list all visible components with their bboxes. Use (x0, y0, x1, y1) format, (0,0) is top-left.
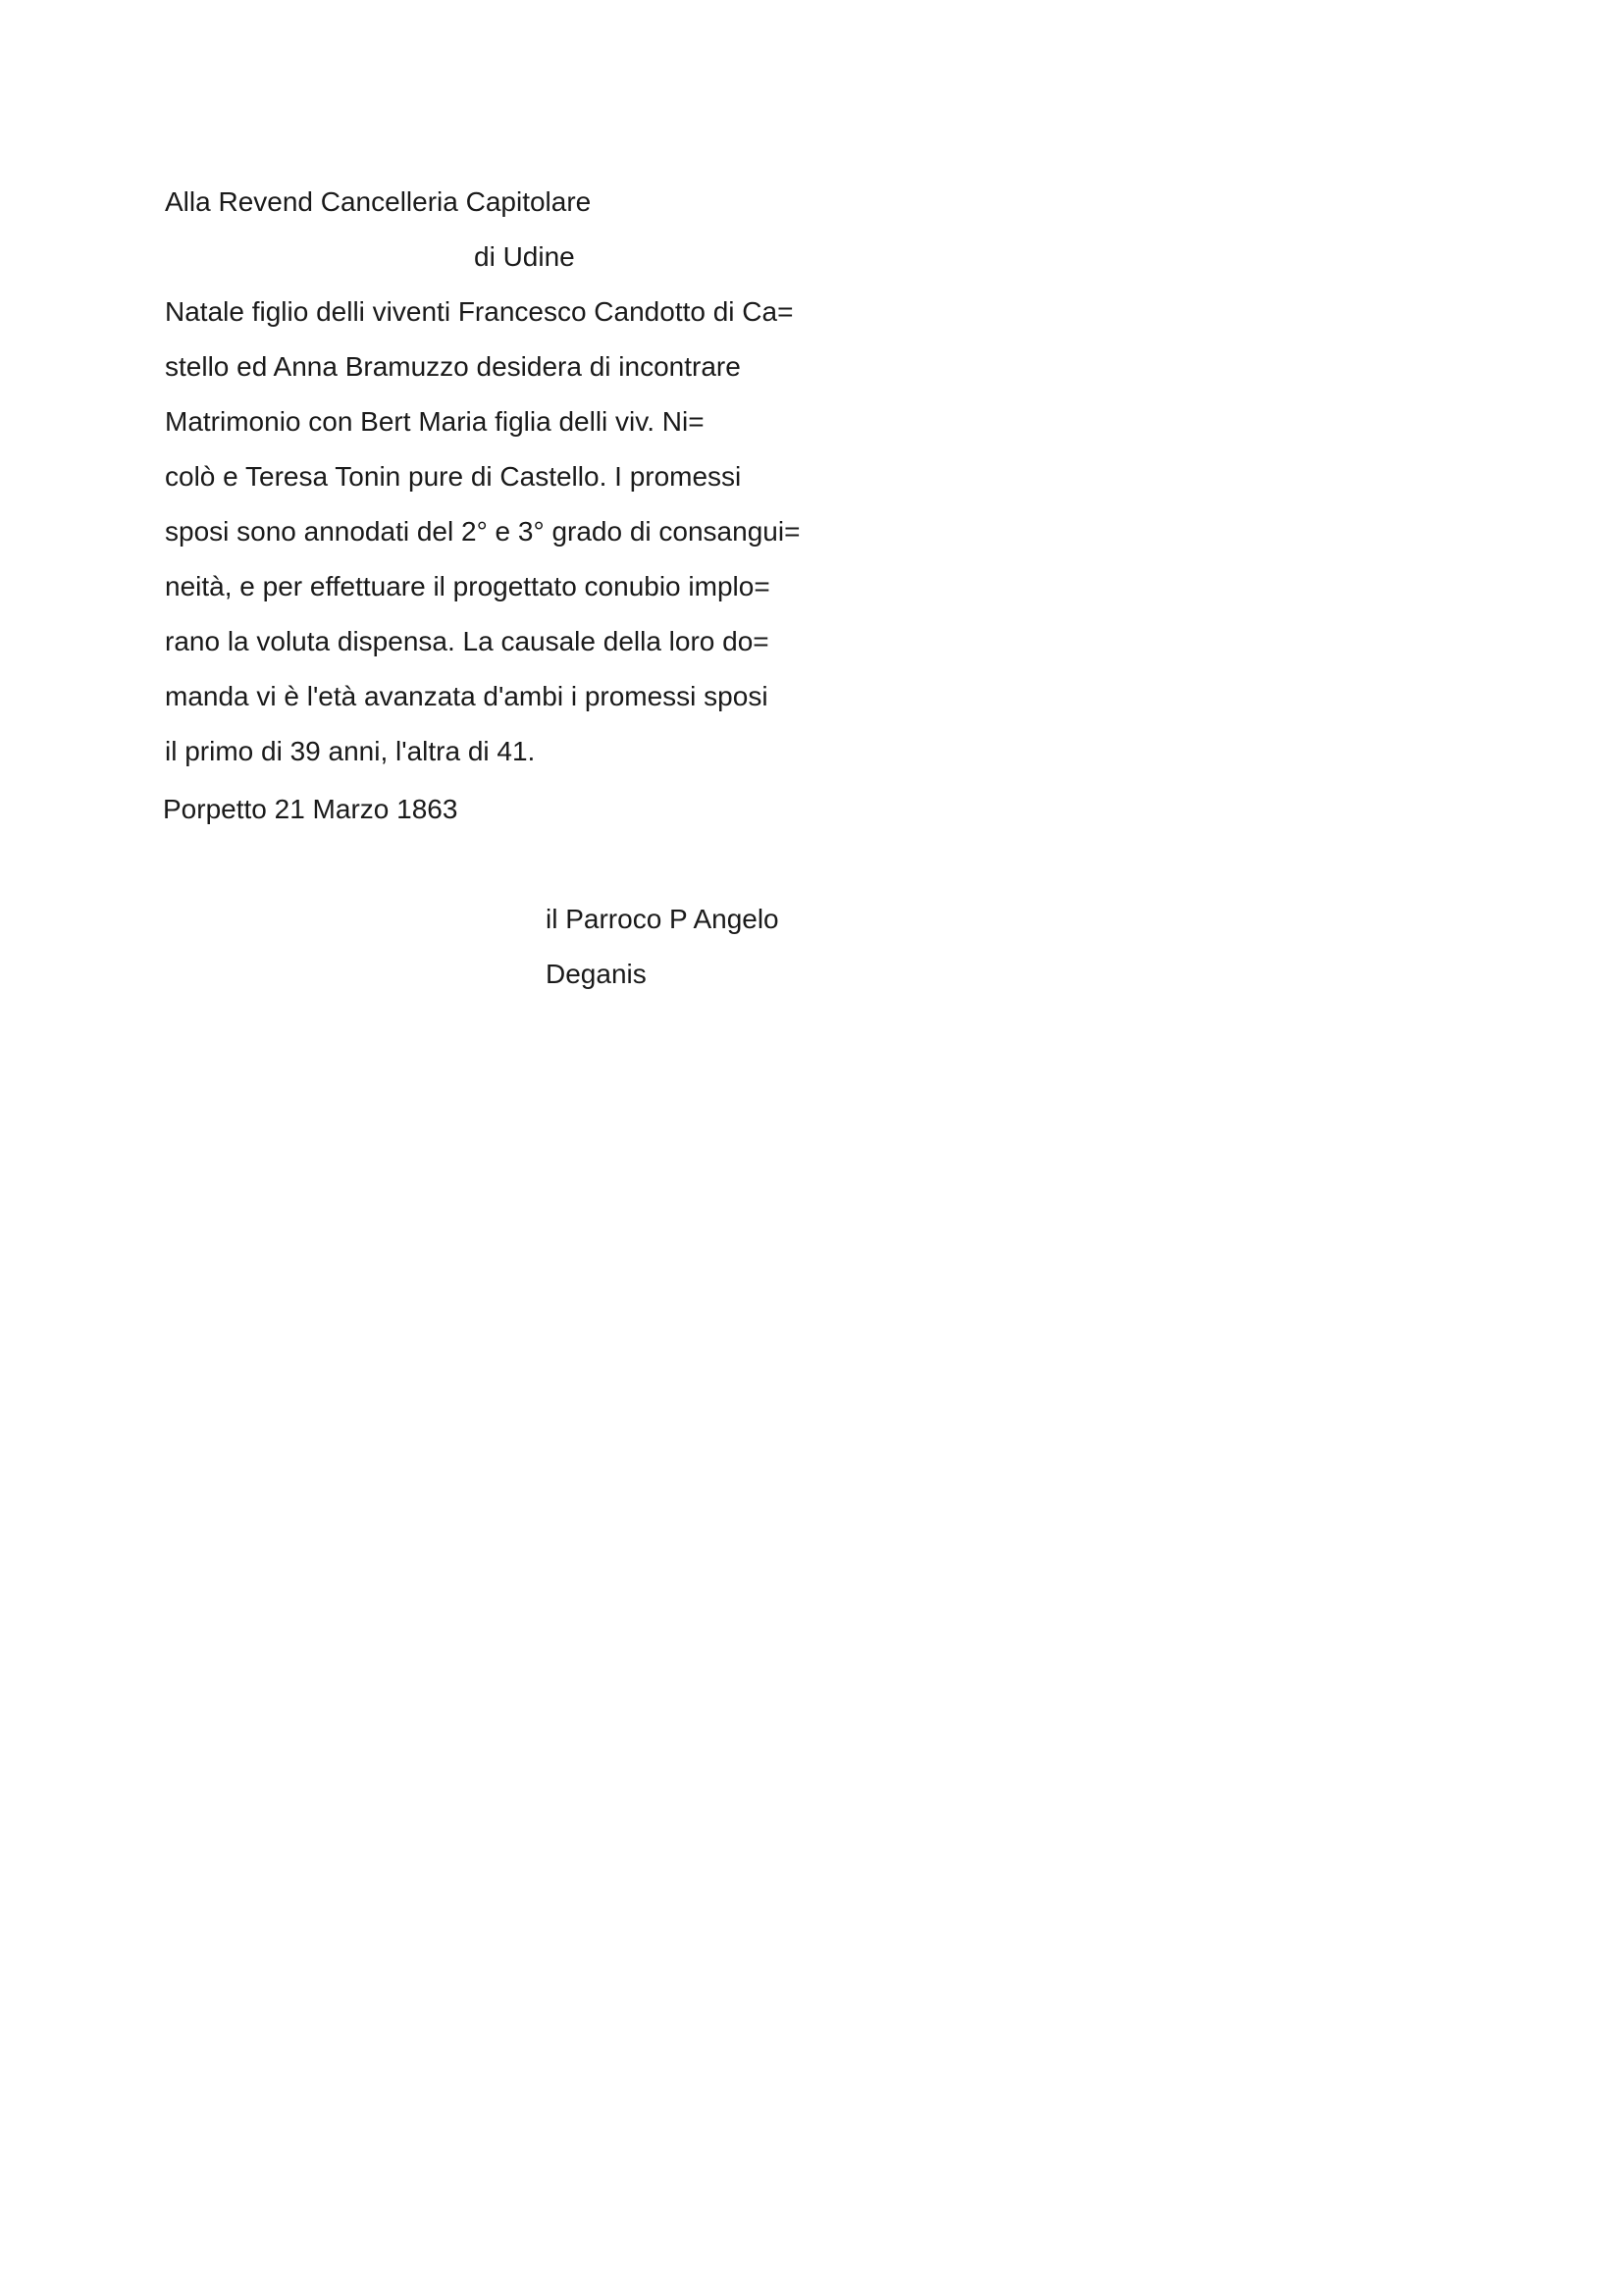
body-line-5: sposi sono annodati del 2° e 3° grado di consangui= (165, 516, 801, 547)
body-line-8: manda vi è l'età avanzata d'ambi i promessi sposi (165, 681, 768, 711)
body-line-4: colò e Teresa Tonin pure di Castello. I promessi (165, 461, 742, 492)
body-line-3: Matrimonio con Bert Maria figlia delli viv. Ni= (165, 406, 705, 437)
place-date-line: Porpetto 21 Marzo 1863 (163, 794, 458, 824)
signature-line-1: il Parroco P Angelo (546, 904, 779, 934)
city-line: di Udine (474, 241, 575, 272)
body-line-7: rano la voluta dispensa. La causale della loro do= (165, 626, 769, 656)
body-line-6: neità, e per effettuare il progettato conubio implo= (165, 571, 770, 601)
signature-line-2: Deganis (546, 959, 647, 989)
body-line-2: stello ed Anna Bramuzzo desidera di incontrare (165, 351, 741, 382)
addressee-line: Alla Revend Cancelleria Capitolare (165, 186, 592, 217)
body-line-9: il primo di 39 anni, l'altra di 41. (165, 736, 536, 766)
body-line-1: Natale figlio delli viventi Francesco Candotto di Ca= (165, 296, 794, 327)
